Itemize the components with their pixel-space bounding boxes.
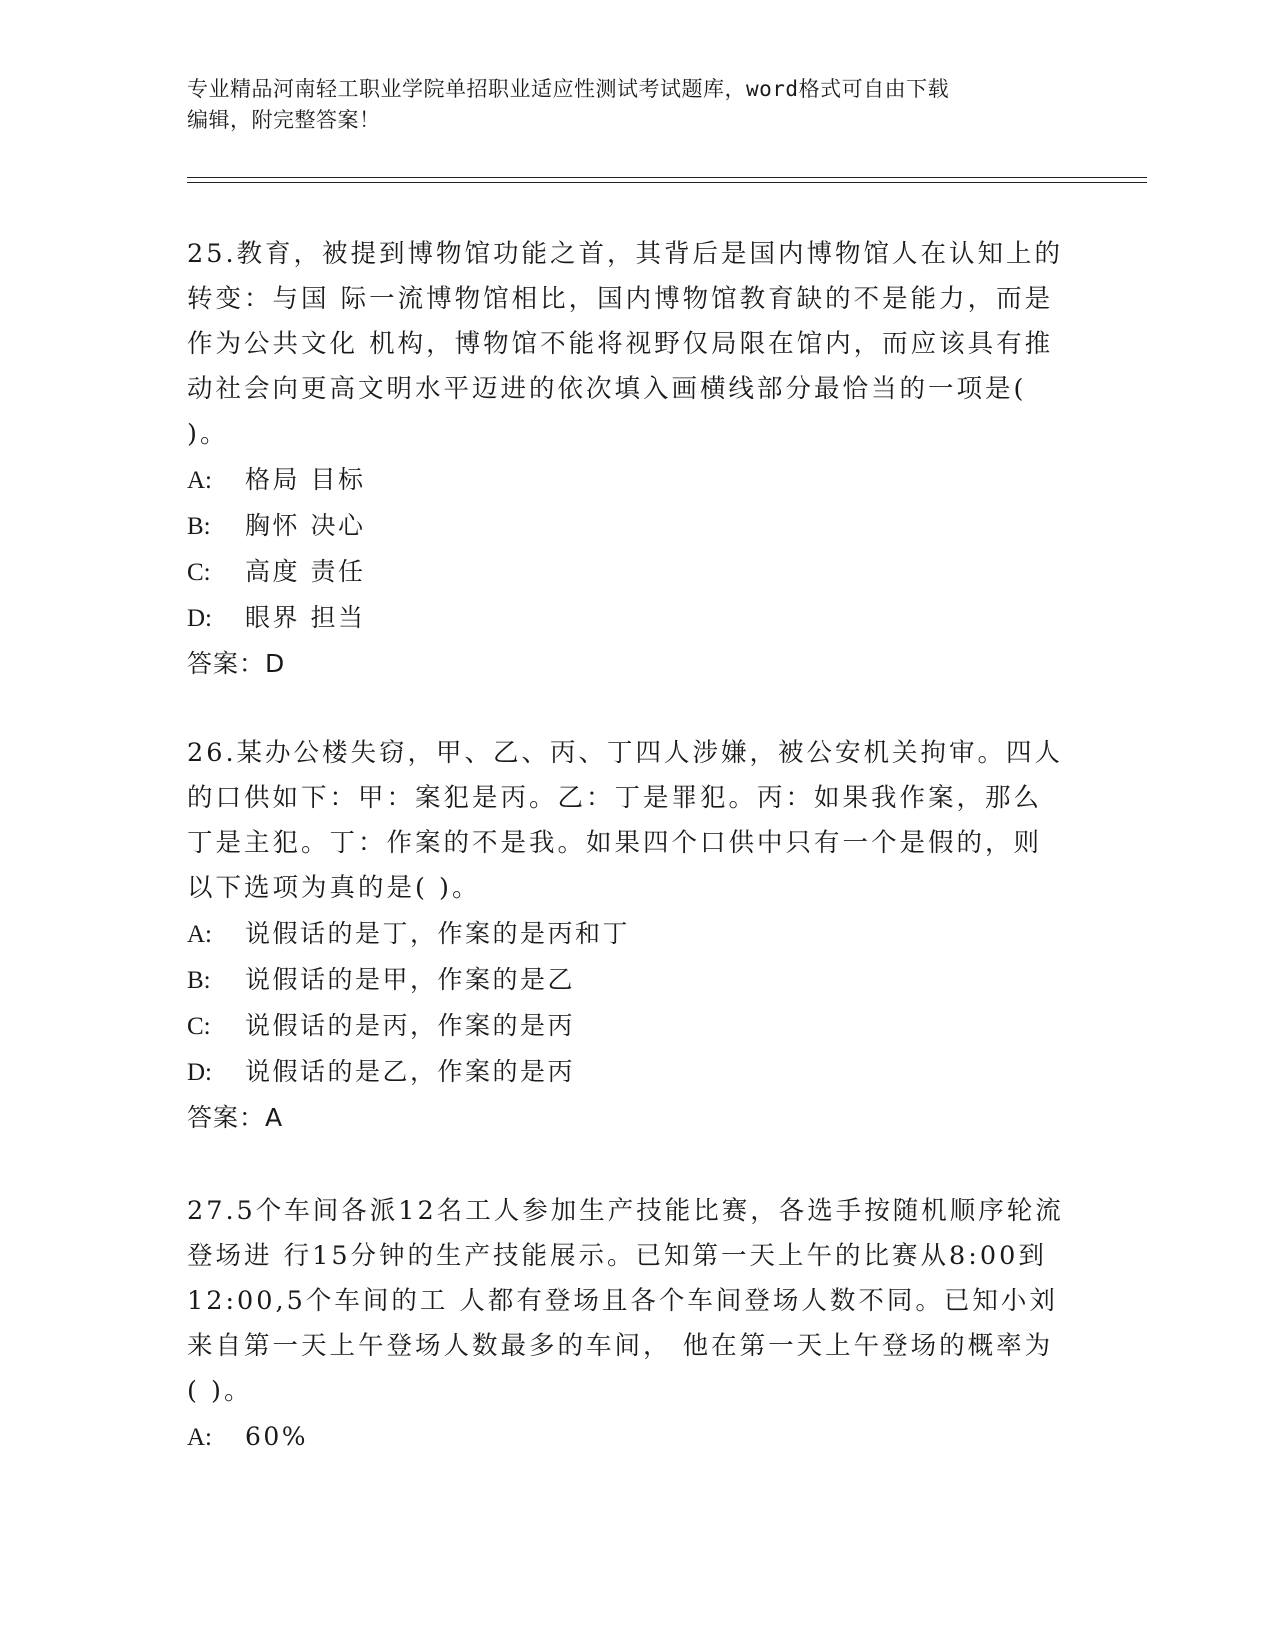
answer: 答案：D [187, 649, 286, 678]
option-c [187, 549, 1077, 595]
stem-line: 转变：与国 际一流博物馆相比，国内博物馆教育缺的不是能力，而是 [187, 284, 1054, 314]
header-divider-bottom [187, 182, 1147, 183]
stem-line: 作为公共文化 机构，博物馆不能将视野仅局限在馆内，而应该具有推 [187, 329, 1054, 359]
stem-line: ( )。 [187, 1376, 253, 1406]
option-a [187, 457, 1077, 503]
question-26 [187, 731, 1077, 1141]
header-line-2: 编辑，附完整答案！ [187, 108, 381, 132]
page-header [187, 74, 1087, 136]
question-stem [187, 1189, 1077, 1414]
option-text: 眼界 担当 [245, 603, 366, 632]
option-text: 胸怀 决心 [245, 511, 366, 540]
option-text: 高度 责任 [245, 557, 366, 586]
option-a [187, 911, 1077, 957]
stem-line: 动社会向更高文明水平迈进的依次填入画横线部分最恰当的一项是( [187, 374, 1027, 404]
option-label: D: [187, 605, 212, 632]
stem-line: )。 [187, 419, 229, 449]
stem-line: 26.某办公楼失窃，甲、乙、丙、丁四人涉嫌，被公安机关拘审。四人 [187, 738, 1064, 768]
header-divider-top [187, 177, 1147, 178]
option-b [187, 503, 1077, 549]
header-line-1: 专业精品河南轻工职业学院单招职业适应性测试考试题库，word格式可自由下载 [187, 77, 950, 101]
question-27 [187, 1189, 1077, 1460]
option-text: 说假话的是甲，作案的是乙 [245, 965, 576, 994]
option-label: A: [187, 467, 212, 494]
option-label: A: [187, 1424, 212, 1451]
option-b [187, 957, 1077, 1003]
option-text: 格局 目标 [245, 465, 366, 494]
question-stem [187, 731, 1077, 911]
stem-line: 12:00,5个车间的工 人都有登场且各个车间登场人数不同。已知小刘 [187, 1286, 1058, 1316]
option-text: 说假话的是丁，作案的是丙和丁 [245, 919, 631, 948]
option-c [187, 1003, 1077, 1049]
stem-line: 登场进 行15分钟的生产技能展示。已知第一天上午的比赛从8:00到 [187, 1241, 1047, 1271]
stem-line: 丁是主犯。丁：作案的不是我。如果四个口供中只有一个是假的，则 [187, 828, 1043, 858]
option-label: D: [187, 1059, 212, 1086]
stem-line: 的口供如下：甲：案犯是丙。乙：丁是罪犯。丙：如果我作案，那么 [187, 783, 1043, 813]
stem-line: 27.5个车间各派12名工人参加生产技能比赛，各选手按随机顺序轮流 [187, 1196, 1064, 1226]
stem-line: 以下选项为真的是( )。 [187, 873, 481, 903]
option-d [187, 1049, 1077, 1095]
option-text: 说假话的是乙，作案的是丙 [245, 1057, 576, 1086]
option-label: C: [187, 1013, 211, 1040]
option-text: 说假话的是丙，作案的是丙 [245, 1011, 576, 1040]
question-25 [187, 232, 1077, 687]
option-d [187, 595, 1077, 641]
option-text: 60% [245, 1422, 309, 1451]
option-label: A: [187, 921, 212, 948]
option-a [187, 1414, 1077, 1460]
stem-line: 25.教育，被提到博物馆功能之首，其背后是国内博物馆人在认知上的 [187, 239, 1064, 269]
option-label: C: [187, 559, 211, 586]
option-label: B: [187, 513, 211, 540]
answer: 答案：A [187, 1103, 284, 1132]
question-stem [187, 232, 1077, 457]
stem-line: 来自第一天上午登场人数最多的车间， 他在第一天上午登场的概率为 [187, 1331, 1054, 1361]
option-label: B: [187, 967, 211, 994]
